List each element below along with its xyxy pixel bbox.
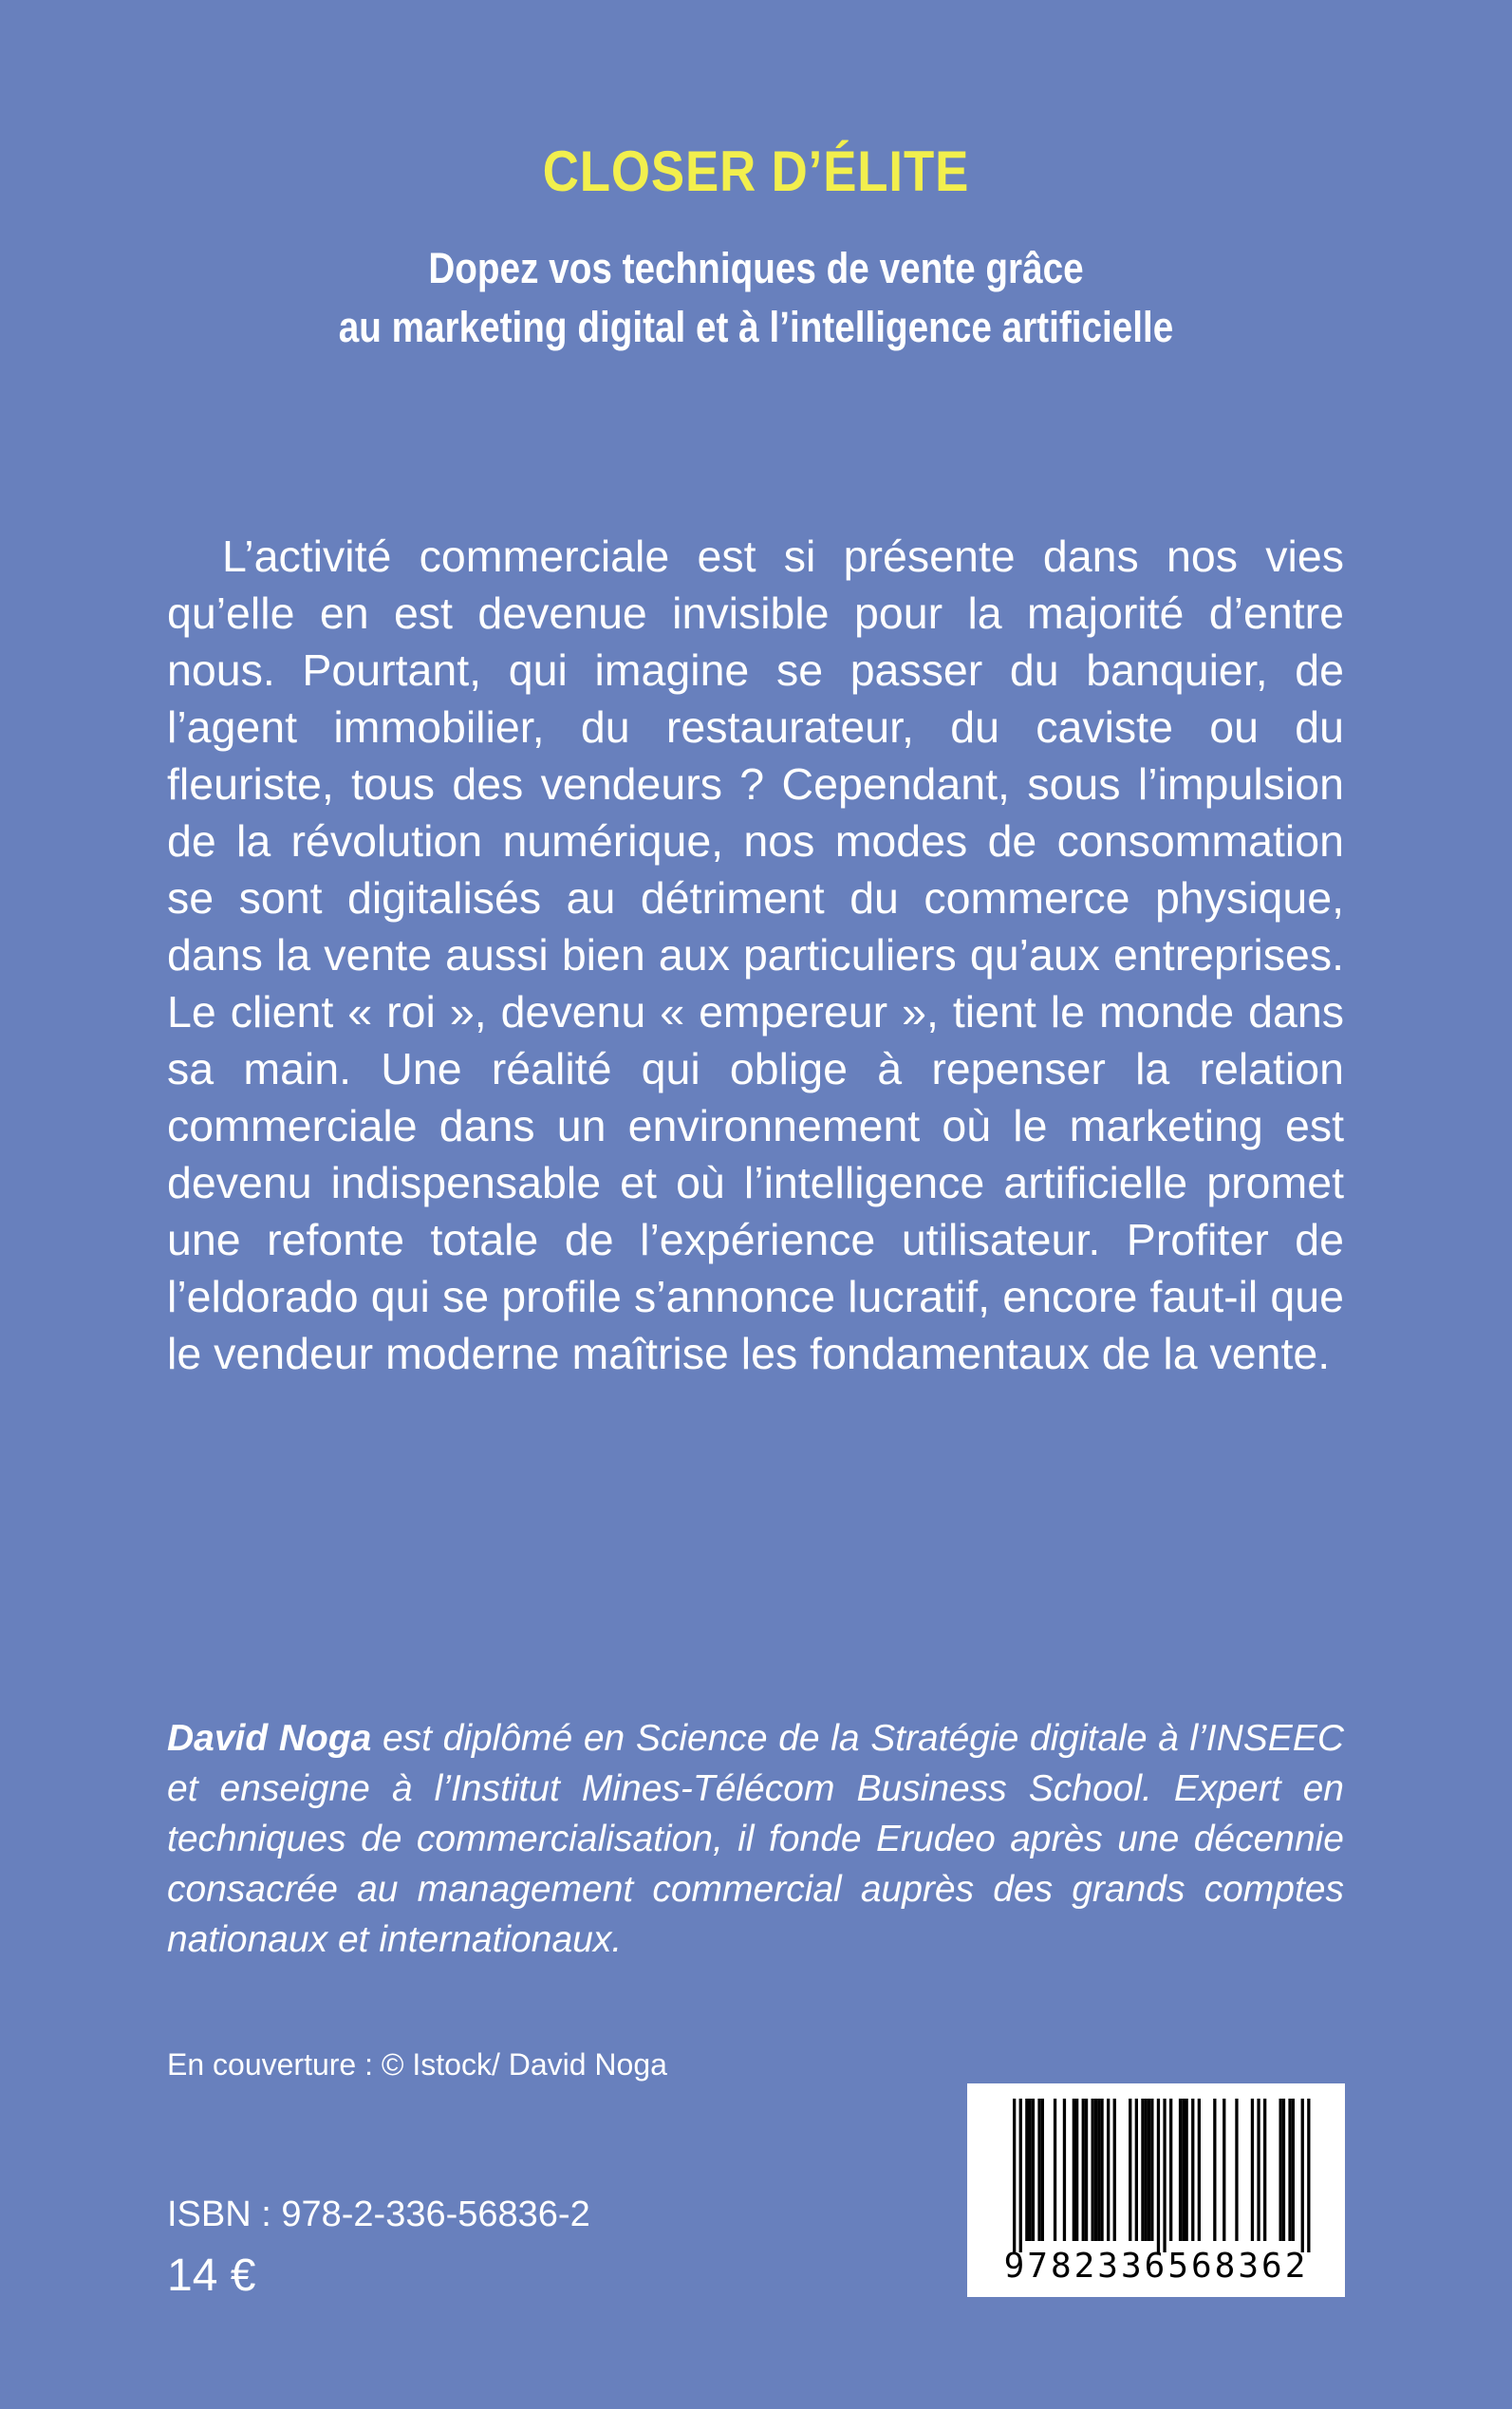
barcode-bar xyxy=(1185,2099,1188,2241)
barcode xyxy=(967,2083,1345,2297)
barcode-bar xyxy=(1032,2099,1035,2241)
author-name: David Noga xyxy=(167,1718,372,1759)
barcode-bar xyxy=(1113,2099,1116,2241)
barcode-bar xyxy=(1251,2099,1254,2241)
price: 14 € xyxy=(167,2250,256,2301)
barcode-bar xyxy=(1075,2099,1078,2241)
barcode-bar xyxy=(1107,2099,1110,2241)
barcode-bar xyxy=(1213,2099,1216,2241)
barcode-bar xyxy=(1198,2099,1201,2241)
barcode-bar xyxy=(1135,2099,1138,2241)
barcode-bar xyxy=(1288,2099,1291,2241)
barcode-bar xyxy=(1145,2099,1148,2241)
author-bio xyxy=(167,1713,1344,1965)
barcode-bar xyxy=(1292,2099,1295,2241)
subtitle-line-1: Dopez vos techniques de vente grâce xyxy=(428,244,1084,292)
barcode-bar xyxy=(1223,2099,1225,2241)
barcode-bar xyxy=(1085,2099,1088,2241)
barcode-bar xyxy=(1041,2099,1044,2241)
barcode-bar xyxy=(1094,2099,1097,2241)
barcode-bar xyxy=(1054,2099,1056,2241)
barcode-bar xyxy=(1150,2099,1153,2241)
barcode-number: 9782336568362 xyxy=(1003,2247,1309,2286)
barcode-bar xyxy=(1179,2099,1182,2241)
subtitle-line-2: au marketing digital et à l’intelligence artificielle xyxy=(338,303,1174,351)
barcode-bar xyxy=(1097,2099,1100,2241)
barcode-bar xyxy=(1037,2099,1040,2241)
barcode-bar xyxy=(1301,2099,1304,2252)
barcode-bar xyxy=(1129,2099,1131,2241)
book-title: CLOSER D’ÉLITE xyxy=(542,140,970,203)
barcode-bar xyxy=(1141,2099,1144,2241)
barcode-bar xyxy=(1263,2099,1266,2241)
barcode-bar xyxy=(1157,2099,1160,2252)
author-bio-text: est diplômé en Science de la Stratégie digitale à l’INSEEC et enseigne à l’Institut Mines-Télécom Business School. Expert en techniques de commercialisation, il fonde Erudeo après une décennie consacrée au management commercial auprès des grands comptes nationaux et internationaux. xyxy=(167,1718,1344,1960)
barcode-bar xyxy=(1092,2099,1094,2241)
barcode-bar xyxy=(1029,2099,1032,2241)
barcode-bar xyxy=(1025,2099,1028,2241)
barcode-bar xyxy=(1182,2099,1185,2241)
barcode-bar xyxy=(1235,2099,1238,2241)
barcode-bar xyxy=(1073,2099,1075,2241)
barcode-bar xyxy=(1100,2099,1103,2241)
barcode-bar xyxy=(1257,2099,1260,2241)
barcode-bar xyxy=(1163,2099,1166,2252)
barcode-bar xyxy=(1169,2099,1172,2241)
barcode-bar xyxy=(1148,2099,1150,2241)
cover-credit: En couverture : © Istock/ David Noga xyxy=(167,2047,667,2082)
barcode-bar xyxy=(1279,2099,1282,2241)
book-subtitle xyxy=(0,239,1512,357)
summary-text: L’activité commerciale est si présente dans nos vies qu’elle en est devenue invisible pour la majorité d’entre nous. Pourtant, qui imagine se passer du banquier, de l’agent immobilier, du restaurateur, du caviste ou du fleuriste, tous des vendeurs ? Cependant, sous l’impulsion de la révolution numérique, nos modes de consommation se sont digitalisés au détriment du commerce physique, dans la vente aussi bien aux particuliers qu’aux entreprises. Le client « roi », devenu « empereur », tient le monde dans sa main. Une réalité qui oblige à repenser la relation commerciale dans un environnement où le marketing est devenu indispensable et où l’intelligence artificielle promet une refonte totale de l’expérience utilisateur. Profiter de l’eldorado qui se profile s’annonce lucratif, encore faut-il que le vendeur moderne maîtrise les fondamentaux de la vente. xyxy=(167,532,1344,1378)
barcode-bar xyxy=(1282,2099,1285,2241)
barcode-bar xyxy=(1307,2099,1310,2252)
barcode-bar xyxy=(1082,2099,1085,2241)
isbn: ISBN : 978-2-336-56836-2 xyxy=(167,2194,590,2234)
barcode-bar xyxy=(1019,2099,1022,2252)
barcode-bar xyxy=(1013,2099,1016,2252)
barcode-bar xyxy=(1063,2099,1066,2241)
barcode-bar xyxy=(1191,2099,1194,2241)
